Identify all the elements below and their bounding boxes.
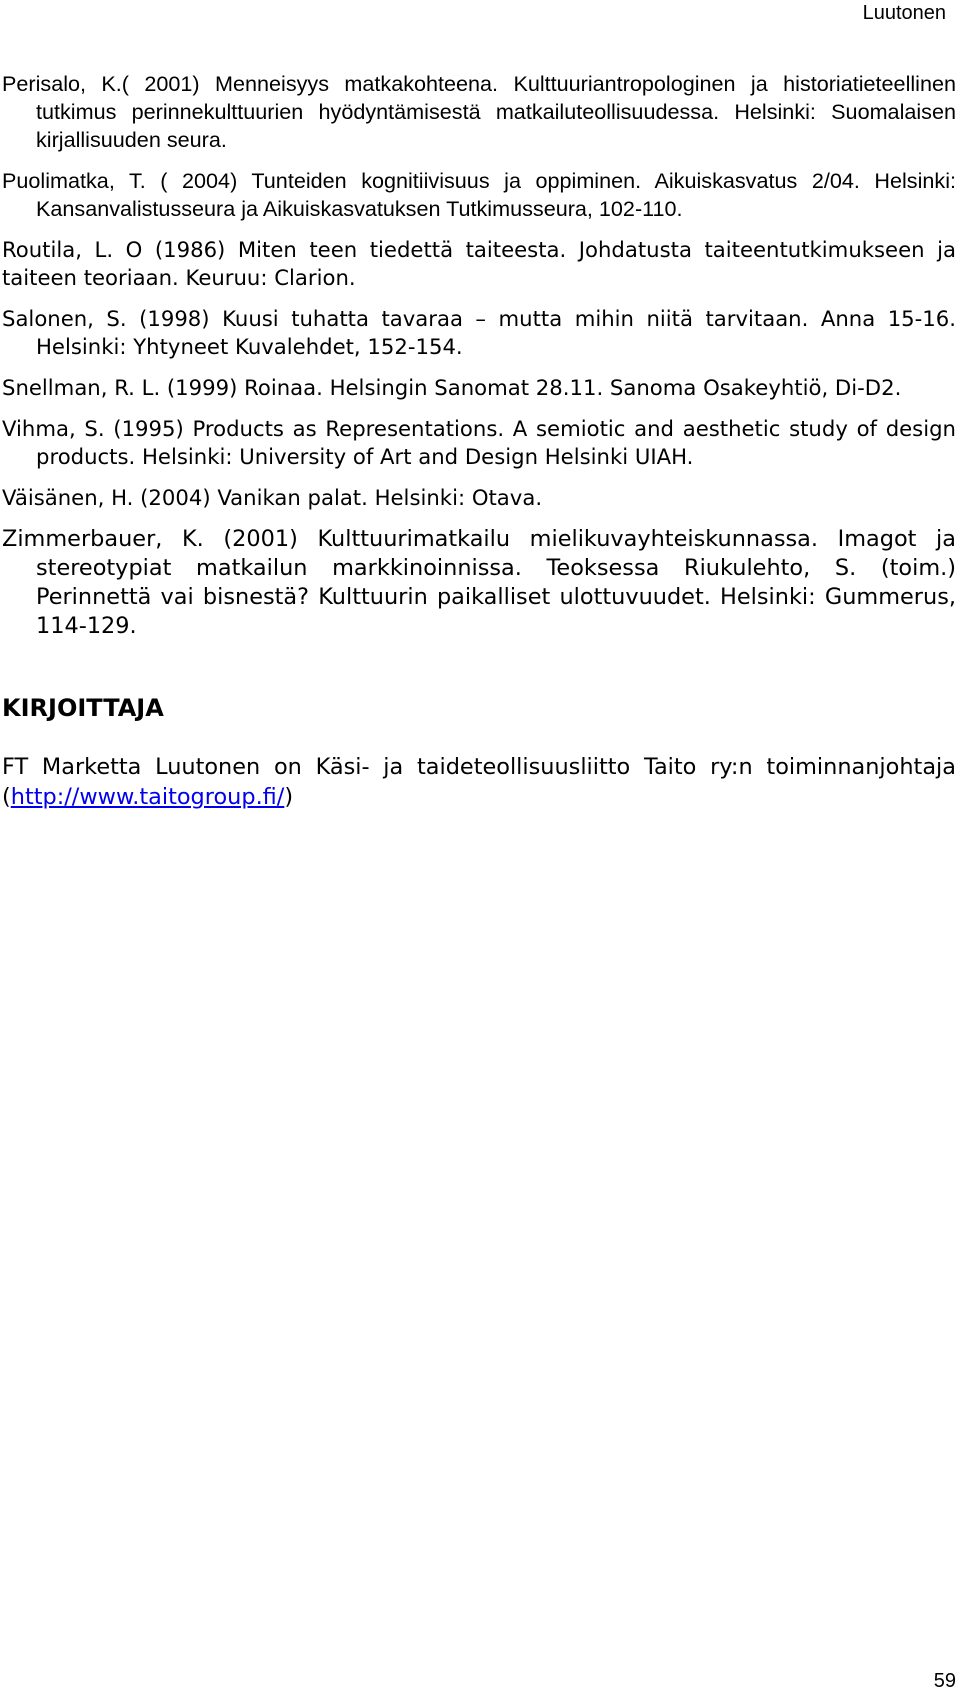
- reference-routila: Routila, L. O (1986) Miten teen tiedettä taiteesta. Johdatusta taiteentutkimukseen ja taiteen teoriaan. Keuruu: Clarion.: [2, 237, 956, 290]
- author-bio-text: FT Marketta Luutonen on Käsi- ja taideteollisuusliitto Taito ry:n toiminnanjohtaja (: [2, 754, 956, 810]
- reference-perisalo: Perisalo, K.( 2001) Menneisyys matkakohteena. Kulttuuriantropologinen ja historiatieteellinen tutkimus perinnekulttuurien hyödyntämisestä matkailuteollisuudessa. Helsinki: Suomalaisen kirjallisuuden seura.: [2, 71, 956, 152]
- reference-puolimatka: Puolimatka, T. ( 2004) Tunteiden kognitiivisuus ja oppiminen. Aikuiskasvatus 2/04. Helsinki: Kansanvalistusseura ja Aikuiskasvatuksen Tutkimusseura, 102-110.: [2, 168, 956, 221]
- reference-zimmerbauer: Zimmerbauer, K. (2001) Kulttuurimatkailu mielikuvayhteiskunnassa. Imagot ja stereotypiat matkailun markkinoinnissa. Teoksessa Riukulehto, S. (toim.) Perinnettä vai bisnestä? Kulttuurin paikalliset ulottuvuudet. Helsinki: Gummerus, 114-129.: [2, 526, 956, 639]
- author-bio: [2, 752, 956, 812]
- page-number: 59: [933, 1670, 956, 1692]
- section-heading-author: KIRJOITTAJA: [2, 694, 164, 722]
- reference-salonen: Salonen, S. (1998) Kuusi tuhatta tavaraa – mutta mihin niitä tarvitaan. Anna 15-16. Helsinki: Yhtyneet Kuvalehdet, 152-154.: [2, 306, 956, 359]
- running-header: Luutonen: [862, 2, 946, 24]
- taitogroup-link[interactable]: http://www.taitogroup.fi/: [10, 784, 285, 810]
- reference-list: [2, 70, 956, 654]
- reference-vihma: Vihma, S. (1995) Products as Representations. A semiotic and aesthetic study of design products. Helsinki: University of Art and Design Helsinki UIAH.: [2, 416, 956, 469]
- author-bio-closing: ): [284, 784, 294, 810]
- reference-vaisanen: Väisänen, H. (2004) Vanikan palat. Helsinki: Otava.: [2, 485, 543, 510]
- reference-snellman: Snellman, R. L. (1999) Roinaa. Helsingin Sanomat 28.11. Sanoma Osakeyhtiö, Di-D2.: [2, 375, 902, 400]
